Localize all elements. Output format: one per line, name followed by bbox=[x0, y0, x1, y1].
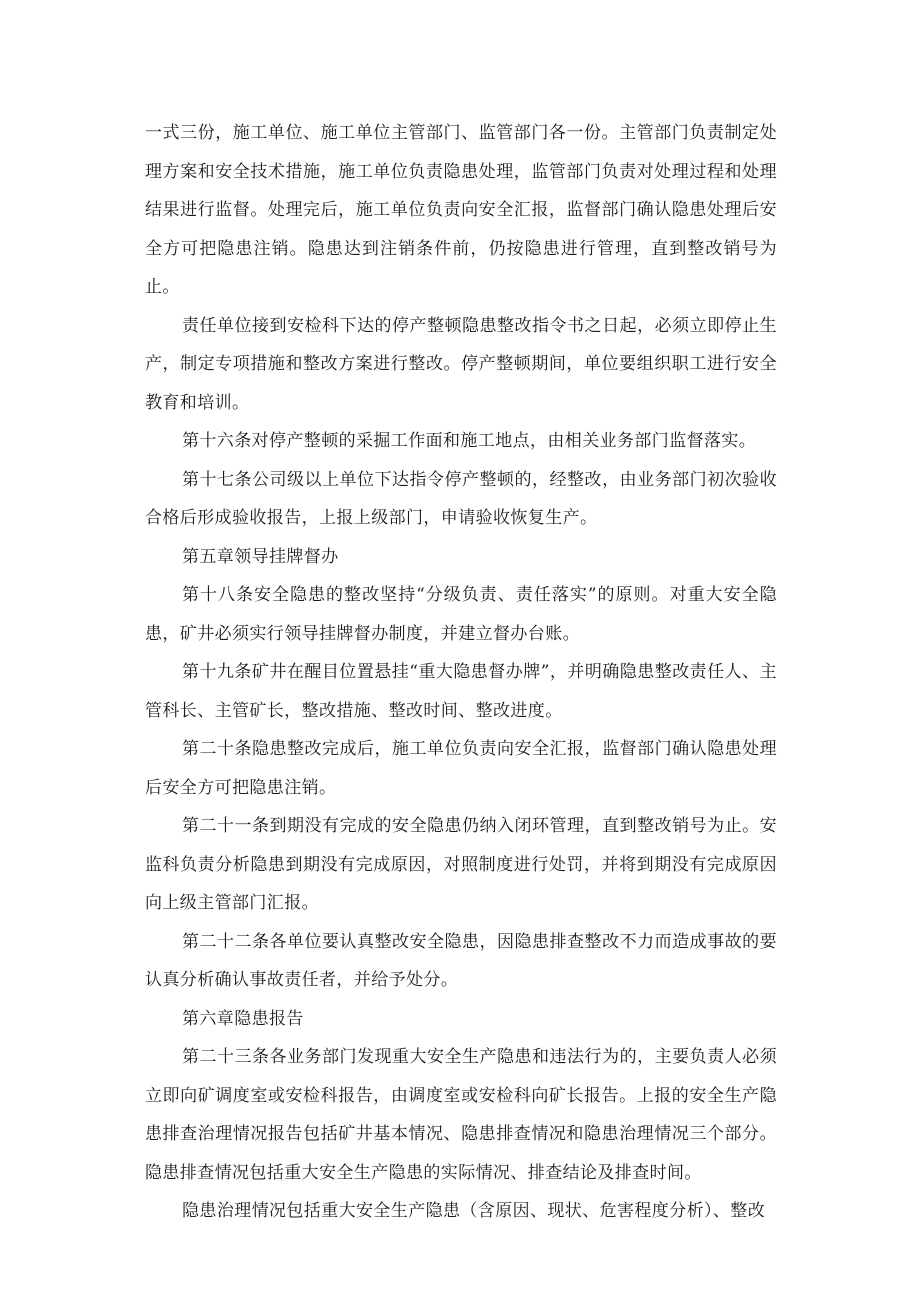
document-body bbox=[145, 114, 777, 1231]
paragraph-7: 第十九条矿井在醒目位置悬挂“重大隐患督办牌”，并明确隐患整改责任人、主管科长、主管矿长，整改措施、整改时间、整改进度。 bbox=[145, 662, 777, 721]
chapter-heading-6: 第六章隐患报告 bbox=[182, 1008, 304, 1029]
paragraph-2: 责任单位接到安检科下达的停产整顿隐患整改指令书之日起，必须立即停止生产，制定专项措施和整改方案进行整改。停产整顿期间，单位要组织职工进行安全教育和培训。 bbox=[145, 315, 777, 413]
paragraph-6: 第十八条安全隐患的整改坚持“分级负责、责任落实”的原则。对重大安全隐患，矿井必须实行领导挂牌督办制度，并建立督办台账。 bbox=[145, 585, 777, 644]
paragraph-1: 一式三份，施工单位、施工单位主管部门、监管部门各一份。主管部门负责制定处理方案和安全技术措施，施工单位负责隐患处理，监管部门负责对处理过程和处理结果进行监督。处理完后，施工单位负责向安全汇报，监督部门确认隐患处理后安全方可把隐患注销。隐患达到注销条件前，仍按隐患进行管理，直到整改销号为止。 bbox=[145, 123, 777, 297]
paragraph-9: 第二十一条到期没有完成的安全隐患仍纳入闭环管理，直到整改销号为止。安监科负责分析隐患到期没有完成原因，对照制度进行处罚，并将到期没有完成原因向上级主管部门汇报。 bbox=[145, 816, 777, 913]
paragraph-8: 第二十条隐患整改完成后，施工单位负责向安全汇报，监督部门确认隐患处理后安全方可把隐患注销。 bbox=[145, 739, 777, 798]
paragraph-4: 第十七条公司级以上单位下达指令停产整顿的，经整改，由业务部门初次验收合格后形成验收报告，上报上级部门，申请验收恢复生产。 bbox=[145, 469, 777, 528]
paragraph-13: 隐患治理情况包括重大安全生产隐患（含原因、现状、危害程度分析）、整改 bbox=[182, 1201, 766, 1221]
chapter-heading-5: 第五章领导挂牌督办 bbox=[182, 546, 339, 567]
paragraph-3: 第十六条对停产整顿的采掘工作面和施工地点，由相关业务部门监督落实。 bbox=[182, 431, 757, 451]
paragraph-12: 第二十三条各业务部门发现重大安全生产隐患和违法行为的，主要负责人必须立即向矿调度室或安检科报告，由调度室或安检科向矿长报告。上报的安全生产隐患排查治理情况报告包括矿井基本情况、隐患排查情况和隐患治理情况三个部分。隐患排查情况包括重大安全生产隐患的实际情况、排查结论及排查时间。 bbox=[145, 1047, 777, 1183]
paragraph-10: 第二十二条各单位要认真整改安全隐患，因隐患排查整改不力而造成事故的要认真分析确认事故责任者，并给予处分。 bbox=[145, 931, 777, 990]
